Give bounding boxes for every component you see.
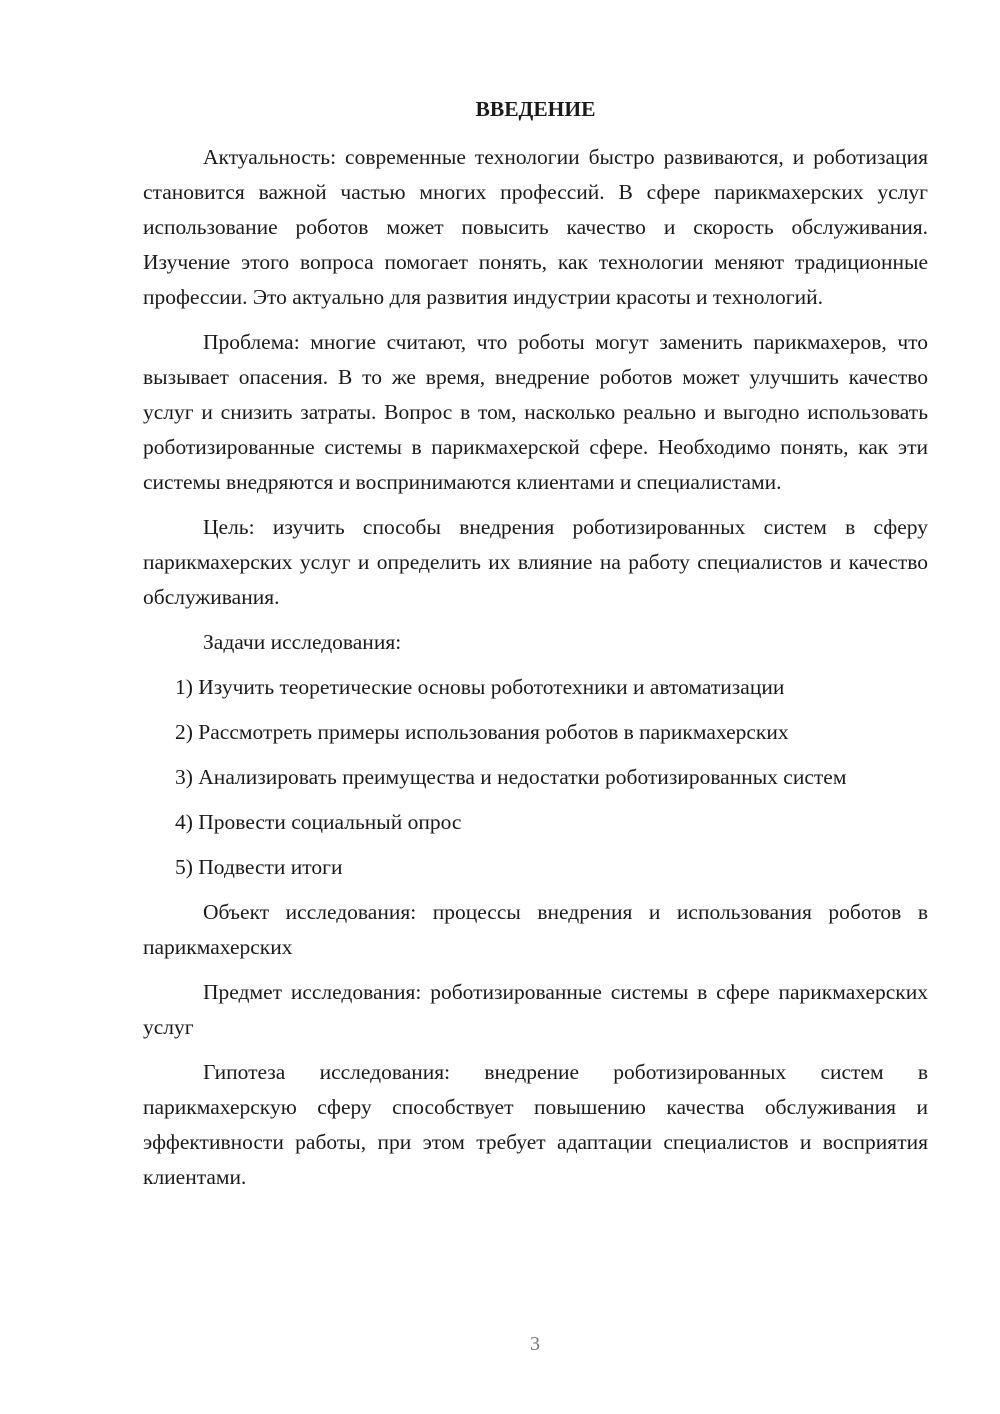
paragraph-hypothesis: Гипотеза исследования: внедрение роботизированных систем в парикмахерскую сферу способствует повышению качества обслуживания и эффективности работы, при этом требует адаптации специалистов и восприятия клиентами. <box>143 1060 928 1189</box>
task-item-4: 4) Провести социальный опрос <box>175 810 462 834</box>
task-item-1: 1) Изучить теоретические основы робототехники и автоматизации <box>175 675 785 699</box>
paragraph-subject: Предмет исследования: роботизированные системы в сфере парикмахерских услуг <box>143 980 928 1039</box>
paragraph-object: Объект исследования: процессы внедрения и использования роботов в парикмахерских <box>143 900 928 959</box>
section-title: ВВЕДЕНИЕ <box>475 97 596 121</box>
page-number: 3 <box>530 1333 540 1355</box>
document-page <box>143 92 928 1205</box>
paragraph-tasks-heading: Задачи исследования: <box>203 630 402 654</box>
task-item-2: 2) Рассмотреть примеры использования роботов в парикмахерских <box>175 720 789 744</box>
task-item-3: 3) Анализировать преимущества и недостатки роботизированных систем <box>175 765 847 789</box>
paragraph-goal: Цель: изучить способы внедрения роботизированных систем в сферу парикмахерских услуг и определить их влияние на работу специалистов и качество обслуживания. <box>143 515 928 609</box>
task-item-5: 5) Подвести итоги <box>175 855 343 879</box>
paragraph-relevance: Актуальность: современные технологии быстро развиваются, и роботизация становится важной частью многих профессий. В сфере парикмахерских услуг использование роботов может повысить качество и скорость обслуживания. Изучение этого вопроса помогает понять, как технологии меняют традиционные профессии. Это актуально для развития индустрии красоты и технологий. <box>143 145 928 309</box>
paragraph-problem: Проблема: многие считают, что роботы могут заменить парикмахеров, что вызывает опасения. В то же время, внедрение роботов может улучшить качество услуг и снизить затраты. Вопрос в том, насколько реально и выгодно использовать роботизированные системы в парикмахерской сфере. Необходимо понять, как эти системы внедряются и воспринимаются клиентами и специалистами. <box>143 330 928 494</box>
